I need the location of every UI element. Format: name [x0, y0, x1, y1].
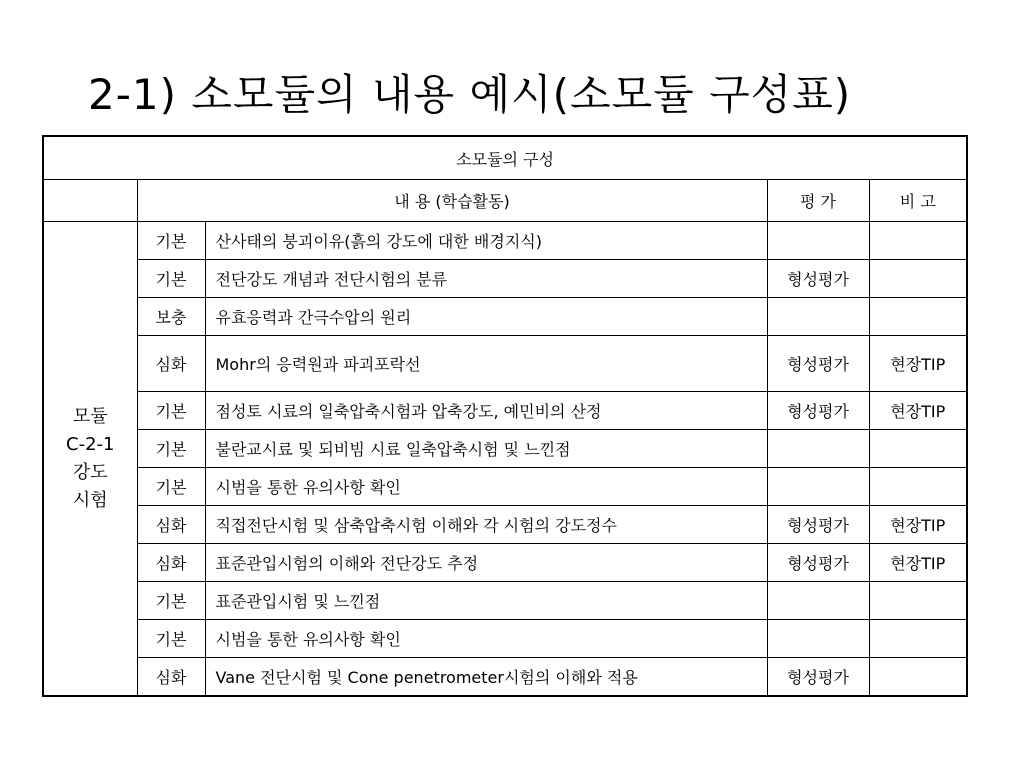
table-caption: 소모듈의 구성: [43, 136, 967, 180]
slide-title: 2-1) 소모듈의 내용 예시(소모듈 구성표): [88, 70, 852, 119]
row-remarks: 현장TIP: [869, 544, 967, 582]
header-remarks: 비 고: [869, 180, 967, 222]
module-label-cell: [43, 222, 137, 697]
row-level: 심화: [137, 506, 205, 544]
header-content: 내 용 (학습활동): [137, 180, 767, 222]
table-row: [43, 336, 967, 392]
module-composition-table: [42, 135, 968, 697]
table-row: [43, 620, 967, 658]
row-remarks: [869, 582, 967, 620]
table-row: [43, 430, 967, 468]
row-level: 기본: [137, 430, 205, 468]
row-content: 표준관입시험의 이해와 전단강도 추정: [205, 544, 767, 582]
row-remarks: [869, 430, 967, 468]
row-remarks: [869, 298, 967, 336]
module-label-line: 시험: [72, 489, 108, 511]
row-remarks: [869, 222, 967, 260]
row-content: Vane 전단시험 및 Cone penetrometer시험의 이해와 적용: [205, 658, 767, 697]
row-remarks: [869, 658, 967, 697]
row-remarks: [869, 260, 967, 298]
row-level: 기본: [137, 260, 205, 298]
row-level: 기본: [137, 582, 205, 620]
module-label-line: 강도: [72, 461, 108, 483]
module-label-line: 모듈: [72, 405, 108, 427]
row-content: 직접전단시험 및 삼축압축시험 이해와 각 시험의 강도정수: [205, 506, 767, 544]
row-evaluation: [767, 430, 869, 468]
row-content: 유효응력과 간극수압의 원리: [205, 298, 767, 336]
table-row: [43, 582, 967, 620]
row-content: 표준관입시험 및 느낀점: [205, 582, 767, 620]
row-evaluation: [767, 468, 869, 506]
header-evaluation: 평 가: [767, 180, 869, 222]
row-content: 불란교시료 및 되비빔 시료 일축압축시험 및 느낀점: [205, 430, 767, 468]
row-evaluation: 형성평가: [767, 260, 869, 298]
table-row: [43, 260, 967, 298]
row-evaluation: 형성평가: [767, 336, 869, 392]
row-evaluation: [767, 582, 869, 620]
row-content: 시범을 통한 유의사항 확인: [205, 620, 767, 658]
table-row: [43, 468, 967, 506]
table-row: [43, 298, 967, 336]
row-level: 기본: [137, 222, 205, 260]
table-row: [43, 544, 967, 582]
row-evaluation: 형성평가: [767, 658, 869, 697]
row-level: 심화: [137, 658, 205, 697]
row-level: 기본: [137, 620, 205, 658]
row-content: 시범을 통한 유의사항 확인: [205, 468, 767, 506]
row-remarks: 현장TIP: [869, 506, 967, 544]
table-caption-row: [43, 136, 967, 180]
table-row: [43, 222, 967, 260]
row-content: Mohr의 응력원과 파괴포락선: [205, 336, 767, 392]
row-level: 기본: [137, 468, 205, 506]
table-header-row: [43, 180, 967, 222]
row-level: 보충: [137, 298, 205, 336]
table-row: [43, 392, 967, 430]
row-level: 기본: [137, 392, 205, 430]
row-remarks: 현장TIP: [869, 336, 967, 392]
row-remarks: 현장TIP: [869, 392, 967, 430]
header-blank-cell: [43, 180, 137, 222]
row-evaluation: [767, 222, 869, 260]
table-row: [43, 658, 967, 697]
row-evaluation: [767, 298, 869, 336]
row-content: 점성토 시료의 일축압축시험과 압축강도, 예민비의 산정: [205, 392, 767, 430]
row-evaluation: 형성평가: [767, 392, 869, 430]
table-row: [43, 506, 967, 544]
row-remarks: [869, 620, 967, 658]
module-code: C-2-1: [66, 433, 115, 455]
row-evaluation: 형성평가: [767, 506, 869, 544]
row-remarks: [869, 468, 967, 506]
row-content: 산사태의 붕괴이유(흙의 강도에 대한 배경지식): [205, 222, 767, 260]
row-level: 심화: [137, 336, 205, 392]
row-content: 전단강도 개념과 전단시험의 분류: [205, 260, 767, 298]
row-level: 심화: [137, 544, 205, 582]
row-evaluation: 형성평가: [767, 544, 869, 582]
row-evaluation: [767, 620, 869, 658]
